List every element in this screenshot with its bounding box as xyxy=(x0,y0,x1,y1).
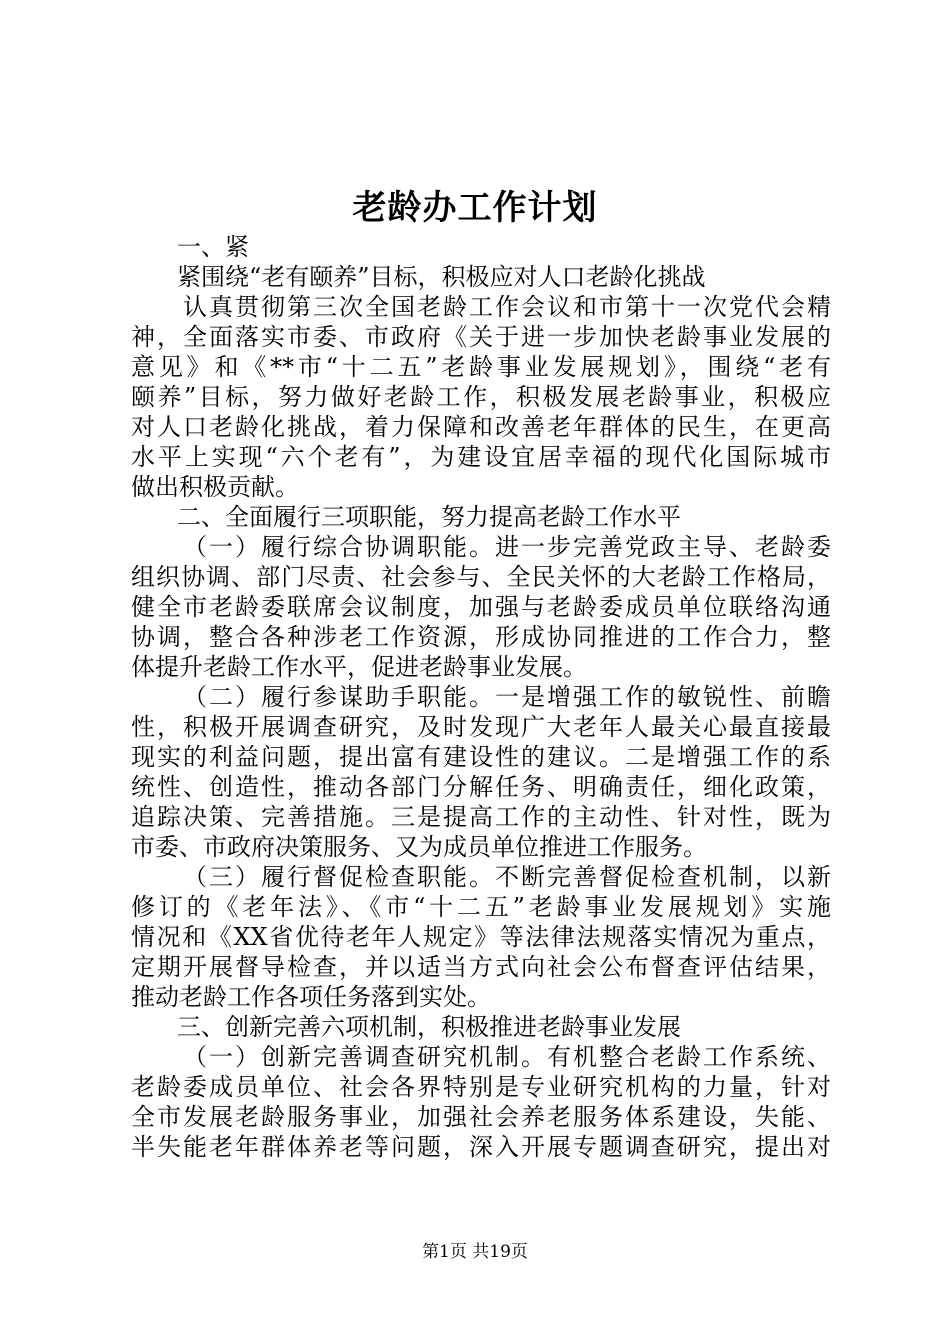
section-heading-3: 三、创新完善六项机制，积极推进老龄事业发展 xyxy=(177,1013,681,1041)
paragraph-line: 水平上实现“六个老有”，为建设宜居幸福的现代化国际城市 xyxy=(131,443,831,471)
subheading-line: 紧围绕“老有颐养”目标，积极应对人口老龄化挑战 xyxy=(177,263,706,291)
paragraph-line: 协调，整合各种涉老工作资源，形成协同推进的工作合力，整 xyxy=(131,623,831,651)
paragraph-line: 对人口老龄化挑战，着力保障和改善老年群体的民生，在更高 xyxy=(131,413,831,441)
paragraph-line: 定期开展督导检查，并以适当方式向社会公布督查评估结果， xyxy=(131,953,831,981)
paragraph-line: 体提升老龄工作水平，促进老龄事业发展。 xyxy=(131,653,587,681)
section-heading-1: 一、紧 xyxy=(177,233,249,261)
paragraph-line: 神，全面落实市委、市政府《关于进一步加快老龄事业发展的 xyxy=(131,323,831,351)
paragraph-line: 组织协调、部门尽责、社会参与、全民关怀的大老龄工作格局， xyxy=(131,563,831,591)
paragraph-line: 推动老龄工作各项任务落到实处。 xyxy=(131,983,491,1011)
paragraph-line: （一）履行综合协调职能。进一步完善党政主导、老龄委 xyxy=(183,533,831,561)
document-title: 老龄办工作计划 xyxy=(352,188,598,228)
paragraph-line: 情况和《XX省优待老年人规定》等法律法规落实情况为重点， xyxy=(131,923,831,951)
paragraph-line: 现实的利益问题，提出富有建设性的建议。二是增强工作的系 xyxy=(131,743,831,771)
paragraph-line: 追踪决策、完善措施。三是提高工作的主动性、针对性，既为 xyxy=(131,803,831,831)
paragraph-line: 市委、市政府决策服务、又为成员单位推进工作服务。 xyxy=(131,833,707,861)
section-heading-2: 二、全面履行三项职能，努力提高老龄工作水平 xyxy=(177,503,681,531)
paragraph-line: （二）履行参谋助手职能。一是增强工作的敏锐性、前瞻 xyxy=(183,683,831,711)
paragraph-line: （一）创新完善调查研究机制。有机整合老龄工作系统、 xyxy=(183,1043,831,1071)
paragraph-line: 统性、创造性，推动各部门分解任务、明确责任，细化政策， xyxy=(131,773,831,801)
paragraph-line: 颐养”目标，努力做好老龄工作，积极发展老龄事业，积极应 xyxy=(131,383,831,411)
document-body xyxy=(131,232,831,1162)
paragraph-line: 半失能老年群体养老等问题，深入开展专题调查研究，提出对 xyxy=(131,1133,831,1161)
paragraph-line: 认真贯彻第三次全国老龄工作会议和市第十一次党代会精 xyxy=(183,293,831,321)
page-number-footer: 第1页 共19页 xyxy=(422,1242,528,1262)
paragraph-line: （三）履行督促检查职能。不断完善督促检查机制，以新 xyxy=(183,863,831,891)
paragraph-line: 老龄委成员单位、社会各界特别是专业研究机构的力量，针对 xyxy=(131,1073,831,1101)
paragraph-line: 修订的《老年法》、《市“十二五”老龄事业发展规划》实施 xyxy=(131,893,831,921)
paragraph-line: 全市发展老龄服务事业，加强社会养老服务体系建设，失能、 xyxy=(131,1103,831,1131)
paragraph-line: 健全市老龄委联席会议制度，加强与老龄委成员单位联络沟通 xyxy=(131,593,831,621)
paragraph-line: 意见》和《**市“十二五”老龄事业发展规划》，围绕“老有 xyxy=(131,353,831,381)
paragraph-line: 性，积极开展调查研究，及时发现广大老年人最关心最直接最 xyxy=(131,713,831,741)
paragraph-line: 做出积极贡献。 xyxy=(131,473,299,501)
